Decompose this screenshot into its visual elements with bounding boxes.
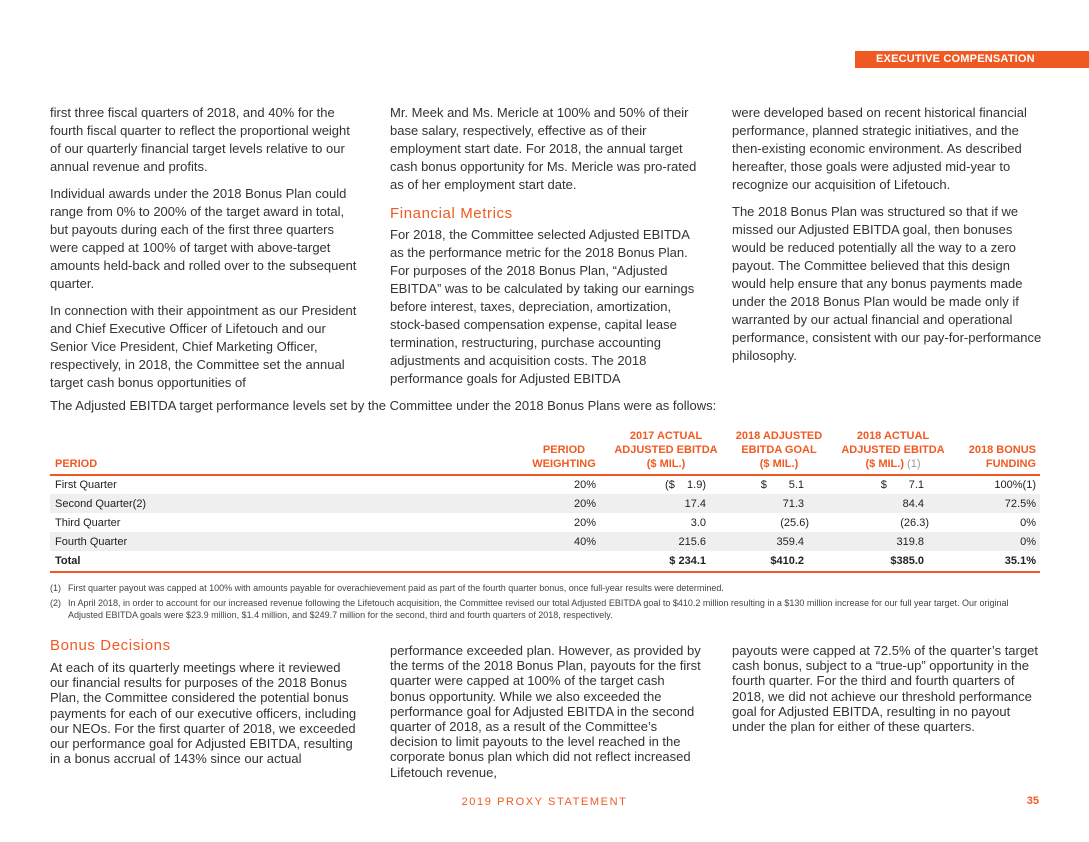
text-column-1 <box>50 104 360 401</box>
cell-2018-goal: 71.3 <box>724 494 834 513</box>
cell-2018-actual: $ 7.1 <box>880 479 924 491</box>
paragraph: Mr. Meek and Ms. Mericle at 100% and 50% of their base salary, respectively, effective as of their employment start date. For 2018, the annual target cash bonus opportunity for Ms. Mericle was pro-rated as of her employment start date. <box>390 105 697 192</box>
footnote-number: (2) <box>50 598 61 608</box>
cell-weighting <box>520 551 608 572</box>
header-period: PERIOD <box>50 429 520 475</box>
cell-funding: 35.1% <box>952 551 1040 572</box>
cell-period: Third Quarter <box>55 516 121 529</box>
bottom-column-3 <box>732 643 1042 734</box>
cell-2018-actual: (26.3) <box>900 516 929 529</box>
cell-2018-goal: $ 5.1 <box>760 479 804 491</box>
cell-2017-actual: 3.0 <box>690 516 706 529</box>
cell-weighting: 20% <box>573 516 596 529</box>
page-number: 35 <box>1026 795 1039 807</box>
header-2017-actual: 2017 ACTUAL ADJUSTED EBITDA ($ MIL.) <box>608 429 724 475</box>
footnote <box>50 582 1040 594</box>
footnote-text: First quarter payout was capped at 100% with amounts payable for overachievement paid as part of the fourth quarter bonus, once full-year results were determined. <box>68 583 724 593</box>
cell-2018-actual: 319.8 <box>834 532 952 551</box>
header-2018-funding: 2018 BONUS FUNDING <box>952 429 1040 475</box>
cell-funding: 100%(1) <box>994 479 1036 491</box>
text-column-3 <box>732 104 1042 374</box>
paragraph: At each of its quarterly meetings where it reviewed our financial results for purposes of the 2018 Bonus Plan, the Committee considered the potential bonus payments for each of our executive officers, including our NEOs. For the first quarter of 2018, we exceeded our performance goal for Adjusted EBITDA, resulting in a bonus accrual of 143% since our actual <box>50 660 357 767</box>
cell-2017-actual: 215.6 <box>608 532 724 551</box>
cell-2018-actual: $385.0 <box>834 551 952 572</box>
paragraph: first three fiscal quarters of 2018, and 40% for the fourth fiscal quarter to reflect the proportional weight of our quarterly financial target levels relative to our annual revenue and profits. <box>50 105 350 174</box>
cell-weighting: 20% <box>520 494 608 513</box>
footnotes <box>50 582 1040 624</box>
cell-2018-actual: 84.4 <box>834 494 952 513</box>
cell-2018-goal: 359.4 <box>724 532 834 551</box>
paragraph: Individual awards under the 2018 Bonus Plan could range from 0% to 200% of the target award in total, but payouts during each of the first three quarters were capped at 100% of target with above-target amounts held-back and rolled over to the subsequent quarter. <box>50 186 357 291</box>
footnote-number: (1) <box>50 583 61 593</box>
financial-metrics-heading: Financial Metrics <box>390 205 513 222</box>
paragraph: performance exceeded plan. However, as provided by the terms of the 2018 Bonus Plan, payouts for the first quarter were capped at 100% of the target cash bonus opportunity. While we also exceeded the performance goal for Adjusted EBITDA in the second quarter of 2018, as a result of the Committee’s decision to limit payouts to the level reached in the corporate bonus plan which did not reflect increased Lifetouch revenue, <box>390 643 701 780</box>
table-row <box>50 494 1040 513</box>
paragraph: were developed based on recent historical financial performance, planned strategic initiatives, and the then-existing economic environment. As described hereafter, those goals were adjusted mid-year to recognize our acquisition of Lifetouch. <box>732 105 1027 192</box>
cell-period: First Quarter <box>55 479 117 491</box>
footer-document-title: 2019 PROXY STATEMENT <box>461 796 628 808</box>
cell-weighting: 40% <box>520 532 608 551</box>
section-banner: EXECUTIVE COMPENSATION <box>855 51 1089 68</box>
table-row <box>50 475 1040 494</box>
cell-2018-goal: $410.2 <box>724 551 834 572</box>
cell-period: Total <box>50 551 520 572</box>
paragraph: In connection with their appointment as our President and Chief Executive Officer of Lifetouch and our Senior Vice President, Chief Marketing Officer, respectively, in 2018, the Committee set the annual target cash bonus opportunities of <box>50 303 357 390</box>
text-column-2 <box>390 104 702 397</box>
footnote <box>50 597 1040 621</box>
cell-funding: 0% <box>952 532 1040 551</box>
table-row <box>50 532 1040 551</box>
cell-period: Second Quarter(2) <box>50 494 520 513</box>
bottom-column-1 <box>50 637 360 766</box>
header-weighting: PERIOD WEIGHTING <box>520 429 608 475</box>
cell-funding: 0% <box>1020 516 1036 529</box>
paragraph: payouts were capped at 72.5% of the quarter’s target cash bonus, subject to a “true-up” opportunity in the fourth quarter. For the third and fourth quarters of 2018, we did not achieve our threshold performance goal for Adjusted EBITDA, resulting in no payout under the plan for either of these quarters. <box>732 643 1038 735</box>
header-2018-goal: 2018 ADJUSTED EBITDA GOAL ($ MIL.) <box>724 429 834 475</box>
paragraph: The 2018 Bonus Plan was structured so that if we missed our Adjusted EBITDA goal, then bonuses would be reduced potentially all the way to a zero payout. The Committee believed that this design would help ensure that any bonus payments made under the 2018 Bonus Plan would be made only if warranted by our actual financial and operational performance, consistent with our pay-for-performance philosophy. <box>732 204 1042 363</box>
footnote-text: In April 2018, in order to account for our increased revenue following the Lifetouch acquisition, the Committee revised our total Adjusted EBITDA goal to $410.2 million resulting in a $130 million increase for our full year target. Our original Adjusted EBITDA goals were $23.9 million, $1.4 million, and $249.7 million for the second, third and fourth quarters of 2018, respectively. <box>68 598 1009 620</box>
cell-weighting: 20% <box>573 479 596 491</box>
cell-2017-actual: $ 234.1 <box>608 551 724 572</box>
cell-2018-goal: (25.6) <box>780 516 809 529</box>
table-total-row <box>50 551 1040 572</box>
table-header-row <box>50 429 1040 475</box>
paragraph: For 2018, the Committee selected Adjusted EBITDA as the performance metric for the 2018 Bonus Plan. For purposes of the 2018 Bonus Plan, “Adjusted EBITDA” was to be calculated by taking our earnings before interest, taxes, depreciation, amortization, stock-based compensation expense, capital lease termination, restructuring, purchase accounting adjustments and acquisition costs. The 2018 performance goals for Adjusted EBITDA <box>390 227 695 386</box>
cell-period: Fourth Quarter <box>50 532 520 551</box>
cell-2017-actual: 17.4 <box>608 494 724 513</box>
table-row <box>50 513 1040 532</box>
header-2018-actual: 2018 ACTUAL ADJUSTED EBITDA ($ MIL.) (1) <box>834 429 952 475</box>
bottom-column-2 <box>390 643 702 780</box>
ebitda-performance-table <box>50 429 1040 573</box>
bonus-decisions-heading: Bonus Decisions <box>50 637 171 654</box>
cell-2017-actual: ($ 1.9) <box>665 479 706 491</box>
cell-funding: 72.5% <box>952 494 1040 513</box>
table-intro: The Adjusted EBITDA target performance levels set by the Committee under the 2018 Bonus Plans were as follows: <box>50 398 717 413</box>
